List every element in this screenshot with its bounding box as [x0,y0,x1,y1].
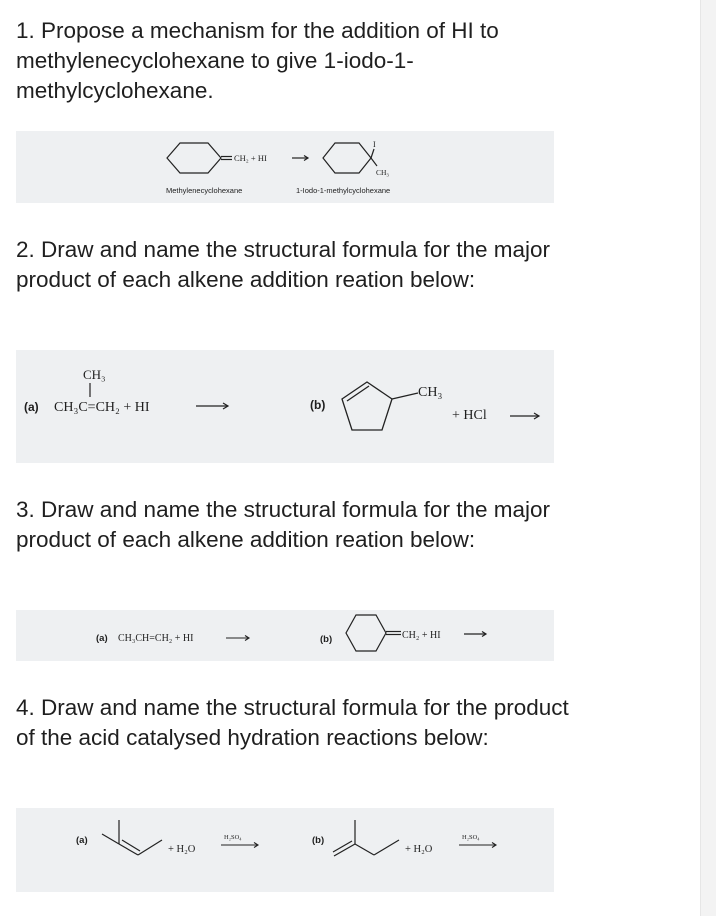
scheme-3a-label: (a) [96,633,108,644]
scheme-2b-methyl-bond [392,393,418,399]
question-4-text: 4. Draw and name the structural formula for the product of the acid catalysed hydration reactions below: [16,695,569,750]
question-1-text: 1. Propose a mechanism for the addition of HI to methylenecyclohexane to give 1-iodo-1-methylcyclohexane. [16,18,499,103]
scheme-4b-double-bond-2 [333,841,352,852]
scheme-4a-double-bond-2 [122,840,140,851]
cyclopentene-ring [342,382,392,430]
scheme-2b-reagent: + HCl [452,408,487,423]
scheme-3-box [16,610,554,661]
scheme-2-box [16,350,554,463]
scheme-3-diagram [16,610,554,661]
bond-to-iodine [371,149,374,158]
scheme-3b-label: (b) [320,634,333,645]
cyclohexane-ring [167,143,221,173]
right-scrollbar-edge [700,0,716,916]
scheme-1-methyl: CH₃ [376,168,390,177]
scheme-2a-methyl: CH₃ [83,367,106,382]
scheme-2a-label: (a) [24,400,39,414]
scheme-2b-methyl: CH₃ [418,385,443,400]
scheme-4b-label: (b) [312,835,325,846]
scheme-4a-bond-left [102,834,119,844]
scheme-4a-double-bond-1 [119,844,138,855]
scheme-3b-text: CH₂ + HI [402,630,441,641]
question-2-text: 2. Draw and name the structural formula for the major product of each alkene addition reation below: [16,237,550,292]
question-3-text: 3. Draw and name the structural formula for the major product of each alkene addition reation below: [16,497,550,552]
scheme-4a-label: (a) [76,835,88,846]
scheme-3b-cyclohexane-ring [346,615,386,651]
iodomethylcyclohexane-label: 1-Iodo-1-methylcyclohexane [296,186,391,195]
methylenecyclohexane-label: Methylenecyclohexane [166,186,243,195]
product-ring [323,143,371,173]
scheme-4b-catalyst: H₂SO₄ [462,834,480,841]
scheme-4b-bond-middle [355,844,374,855]
scheme-4-box [16,808,554,892]
scheme-3a-formula: CH₃CH=CH₂ + HI [118,633,194,644]
scheme-1-box [16,131,554,203]
scheme-4-diagram [16,808,554,892]
bond-to-methyl [371,158,377,166]
scheme-2a-formula: CH₃C=CH₂ + HI [54,400,150,415]
scheme-2b-label: (b) [310,398,326,412]
scheme-4b-bond-right [374,840,399,855]
scheme-1-diagram [16,131,554,203]
scheme-4a-bond-right [138,840,162,855]
scheme-2-diagram [16,350,554,463]
scheme-4a-reagent: + H₂O [168,844,196,855]
scheme-1-iodine: I [373,140,376,149]
scheme-4b-reagent: + H₂O [405,844,433,855]
scheme-1-reactant-text: CH₂ + HI [234,153,267,163]
scheme-4a-catalyst: H₂SO₄ [224,834,242,841]
